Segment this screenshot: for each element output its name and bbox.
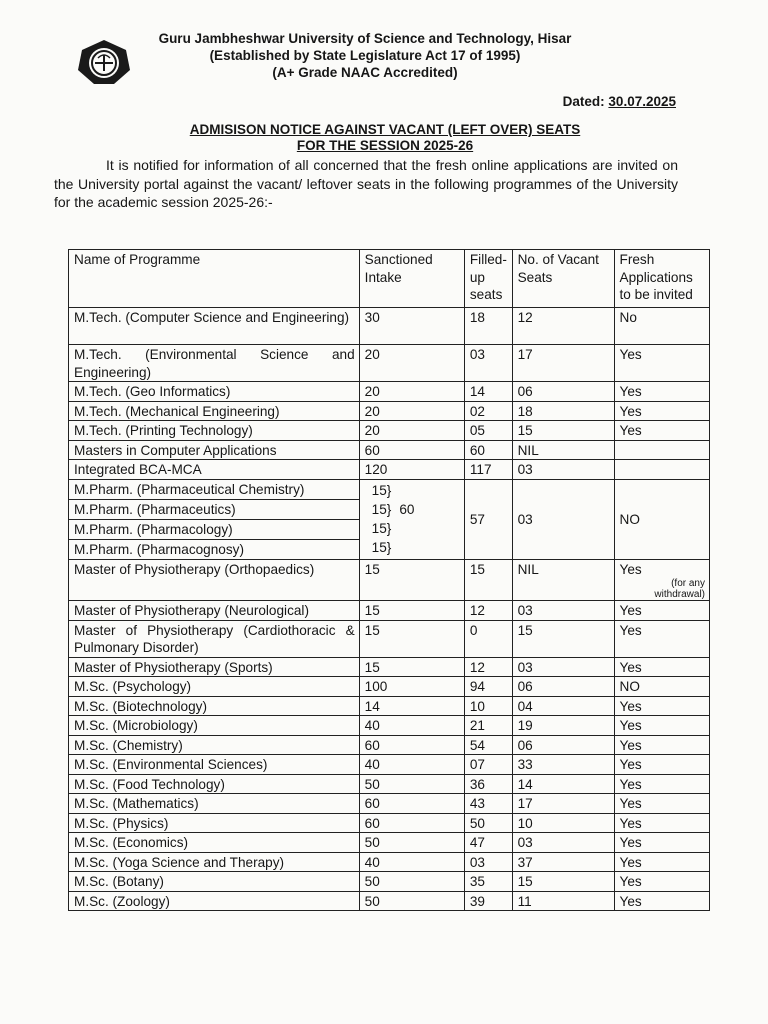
cell-intake: 15 xyxy=(359,620,464,657)
cell-vacant: 10 xyxy=(512,813,614,833)
cell-programme: M.Sc. (Microbiology) xyxy=(69,716,360,736)
cell-fresh: Yes xyxy=(614,774,709,794)
cell-filled: 03 xyxy=(464,345,512,382)
mpharm-intake: 15} xyxy=(371,520,392,536)
cell-filled: 43 xyxy=(464,794,512,814)
cell-vacant: 06 xyxy=(512,382,614,402)
cell-fresh: Yes xyxy=(614,421,709,441)
mpharm-programme: M.Pharm. (Pharmacognosy) xyxy=(74,541,244,557)
cell-filled: 12 xyxy=(464,601,512,621)
cell-filled: 35 xyxy=(464,872,512,892)
cell-vacant: 37 xyxy=(512,852,614,872)
cell-programme: M.Sc. (Psychology) xyxy=(69,677,360,697)
cell-fresh: Yes xyxy=(614,657,709,677)
cell-vacant: 06 xyxy=(512,677,614,697)
cell-intake: 120 xyxy=(359,460,464,480)
cell-programme: Integrated BCA-MCA xyxy=(69,460,360,480)
university-name: Guru Jambheshwar University of Science and Technology, Hisar xyxy=(158,31,572,46)
cell-programme: Master of Physiotherapy (Neurological) xyxy=(69,601,360,621)
cell-fresh: Yes xyxy=(614,620,709,657)
mpharm-vacant: 03 xyxy=(512,479,614,559)
table-body-b xyxy=(69,601,710,911)
cell-fresh: Yes xyxy=(614,794,709,814)
cell-filled: 50 xyxy=(464,813,512,833)
cell-vacant: 15 xyxy=(512,421,614,441)
cell-fresh xyxy=(614,460,709,480)
cell-filled: 54 xyxy=(464,735,512,755)
cell-intake: 50 xyxy=(359,774,464,794)
table-row xyxy=(69,813,710,833)
dated-line xyxy=(563,94,676,109)
notice-title-line2: FOR THE SESSION 2025-26 xyxy=(296,138,474,153)
table-row xyxy=(69,382,710,402)
cell-intake: 30 xyxy=(359,308,464,345)
table-row xyxy=(69,308,710,345)
dated-label: Dated: xyxy=(562,94,605,109)
cell-filled: 0 xyxy=(464,620,512,657)
cell-programme: M.Sc. (Biotechnology) xyxy=(69,696,360,716)
table-row xyxy=(69,852,710,872)
cell-programme: M.Sc. (Botany) xyxy=(69,872,360,892)
cell-filled: 10 xyxy=(464,696,512,716)
cell-vacant: 15 xyxy=(512,620,614,657)
cell-fresh: Yes xyxy=(614,735,709,755)
table-body-mpharm xyxy=(69,479,710,601)
cell-intake: 60 xyxy=(359,735,464,755)
cell-programme: M.Sc. (Environmental Sciences) xyxy=(69,755,360,775)
notice-intro xyxy=(54,156,678,212)
cell-filled: 21 xyxy=(464,716,512,736)
cell-programme: Master of Physiotherapy (Sports) xyxy=(69,657,360,677)
cell-intake: 50 xyxy=(359,872,464,892)
table-row xyxy=(69,620,710,657)
cell-intake: 15 xyxy=(359,657,464,677)
table-row xyxy=(69,774,710,794)
header-vacant: No. of Vacant Seats xyxy=(512,250,614,308)
table-row xyxy=(69,440,710,460)
cell-fresh: Yes xyxy=(614,401,709,421)
cell-filled: 05 xyxy=(464,421,512,441)
notice-title-line1: ADMISISON NOTICE AGAINST VACANT (LEFT OVER) SEATS xyxy=(189,122,581,137)
cell-fresh: Yes xyxy=(614,696,709,716)
cell-filled: 36 xyxy=(464,774,512,794)
cell-vacant: 12 xyxy=(512,308,614,345)
header-programme: Name of Programme xyxy=(69,250,360,308)
cell-intake: 60 xyxy=(359,794,464,814)
dated-value: 30.07.2025 xyxy=(608,94,676,109)
cell-fresh: Yes xyxy=(614,872,709,892)
table-row xyxy=(69,735,710,755)
cell-vacant: 17 xyxy=(512,794,614,814)
vacant-seats-table xyxy=(68,249,710,911)
cell-vacant: 15 xyxy=(512,872,614,892)
cell-vacant: 18 xyxy=(512,401,614,421)
cell-programme: M.Tech. (Printing Technology) xyxy=(69,421,360,441)
cell-programme: M.Sc. (Food Technology) xyxy=(69,774,360,794)
cell-programme: M.Sc. (Economics) xyxy=(69,833,360,853)
cell-vacant: 03 xyxy=(512,657,614,677)
cell-vacant: 06 xyxy=(512,735,614,755)
ortho-fresh-note: (for any withdrawal) xyxy=(654,578,705,600)
table-row xyxy=(69,755,710,775)
cell-programme: M.Sc. (Zoology) xyxy=(69,891,360,911)
table-row xyxy=(69,696,710,716)
cell-filled: 94 xyxy=(464,677,512,697)
table-row xyxy=(69,833,710,853)
cell-intake: 20 xyxy=(359,382,464,402)
table-body-a xyxy=(69,308,710,480)
cell-fresh: Yes xyxy=(614,833,709,853)
ortho-programme: Master of Physiotherapy (Orthopaedics) xyxy=(69,559,360,601)
cell-programme: M.Tech. (Environmental Science and Engineering) xyxy=(69,345,360,382)
notice-intro-text: It is notified for information of all concerned that the fresh online applications are invited on the University portal against the vacant/ leftover seats in the following programmes of the University for the academic session 2025-26:- xyxy=(54,157,678,210)
cell-filled: 117 xyxy=(464,460,512,480)
cell-intake: 100 xyxy=(359,677,464,697)
cell-programme: M.Tech. (Geo Informatics) xyxy=(69,382,360,402)
cell-programme: M.Tech. (Mechanical Engineering) xyxy=(69,401,360,421)
cell-vacant: 03 xyxy=(512,460,614,480)
mpharm-intake: 15} xyxy=(371,539,392,555)
cell-filled: 03 xyxy=(464,852,512,872)
table-row xyxy=(69,345,710,382)
cell-vacant: 19 xyxy=(512,716,614,736)
cell-programme: M.Tech. (Computer Science and Engineering) xyxy=(69,308,360,345)
accreditation-line: (A+ Grade NAAC Accredited) xyxy=(272,65,458,80)
cell-vacant: NIL xyxy=(512,440,614,460)
mpharm-intake: 15} xyxy=(371,501,392,517)
table-header-row xyxy=(69,250,710,308)
cell-filled: 47 xyxy=(464,833,512,853)
table-row xyxy=(69,657,710,677)
cell-intake: 20 xyxy=(359,345,464,382)
cell-intake: 40 xyxy=(359,852,464,872)
letterhead xyxy=(150,30,580,81)
cell-fresh: No xyxy=(614,308,709,345)
ortho-fresh: Yes xyxy=(619,561,642,577)
mpharm-total-intake: 60 xyxy=(399,501,415,517)
mpharm-intake: 15} xyxy=(371,482,392,498)
ortho-vacant: NIL xyxy=(512,559,614,601)
ortho-filled: 15 xyxy=(464,559,512,601)
table-row xyxy=(69,794,710,814)
mpharm-programme: M.Pharm. (Pharmacology) xyxy=(69,520,359,540)
cell-intake: 20 xyxy=(359,401,464,421)
table-row-ortho xyxy=(69,559,710,601)
cell-fresh: Yes xyxy=(614,716,709,736)
cell-fresh xyxy=(614,440,709,460)
cell-intake: 50 xyxy=(359,891,464,911)
cell-filled: 39 xyxy=(464,891,512,911)
mpharm-programme: M.Pharm. (Pharmaceutical Chemistry) xyxy=(69,480,359,500)
cell-filled: 18 xyxy=(464,308,512,345)
table-row xyxy=(69,460,710,480)
cell-vacant: 14 xyxy=(512,774,614,794)
cell-programme: M.Sc. (Physics) xyxy=(69,813,360,833)
mpharm-intake-cell xyxy=(359,479,464,559)
table-row-mpharm xyxy=(69,479,710,559)
cell-intake: 20 xyxy=(359,421,464,441)
mpharm-filled: 57 xyxy=(464,479,512,559)
cell-intake: 60 xyxy=(359,440,464,460)
header-filled: Filled-up seats xyxy=(464,250,512,308)
cell-fresh: Yes xyxy=(614,345,709,382)
cell-intake: 50 xyxy=(359,833,464,853)
ortho-intake: 15 xyxy=(359,559,464,601)
header-fresh: Fresh Applications to be invited xyxy=(614,250,709,308)
mpharm-programme: M.Pharm. (Pharmaceutics) xyxy=(69,500,359,520)
cell-fresh: Yes xyxy=(614,891,709,911)
cell-filled: 07 xyxy=(464,755,512,775)
cell-filled: 12 xyxy=(464,657,512,677)
cell-vacant: 03 xyxy=(512,601,614,621)
cell-vacant: 03 xyxy=(512,833,614,853)
cell-programme: M.Sc. (Chemistry) xyxy=(69,735,360,755)
cell-vacant: 33 xyxy=(512,755,614,775)
cell-fresh: Yes xyxy=(614,852,709,872)
cell-fresh: Yes xyxy=(614,755,709,775)
cell-vacant: 04 xyxy=(512,696,614,716)
cell-filled: 02 xyxy=(464,401,512,421)
cell-programme: Master of Physiotherapy (Cardiothoracic & Pulmonary Disorder) xyxy=(69,620,360,657)
cell-vacant: 11 xyxy=(512,891,614,911)
cell-intake: 40 xyxy=(359,755,464,775)
cell-filled: 14 xyxy=(464,382,512,402)
cell-programme: M.Sc. (Yoga Science and Therapy) xyxy=(69,852,360,872)
table-row xyxy=(69,601,710,621)
university-seal xyxy=(76,38,132,86)
cell-fresh: Yes xyxy=(614,382,709,402)
mpharm-fresh: NO xyxy=(614,479,709,559)
cell-intake: 40 xyxy=(359,716,464,736)
table-row xyxy=(69,677,710,697)
table-row xyxy=(69,401,710,421)
cell-intake: 15 xyxy=(359,601,464,621)
table-row xyxy=(69,716,710,736)
header-intake: Sanctioned Intake xyxy=(359,250,464,308)
ortho-fresh-cell xyxy=(614,559,709,601)
notice-title xyxy=(140,122,630,154)
table-row xyxy=(69,421,710,441)
cell-vacant: 17 xyxy=(512,345,614,382)
establishment-line: (Established by State Legislature Act 17 of 1995) xyxy=(209,48,521,63)
cell-programme: M.Sc. (Mathematics) xyxy=(69,794,360,814)
cell-programme: Masters in Computer Applications xyxy=(69,440,360,460)
cell-fresh: Yes xyxy=(614,813,709,833)
mpharm-programmes-cell xyxy=(69,479,360,559)
cell-filled: 60 xyxy=(464,440,512,460)
cell-fresh: NO xyxy=(614,677,709,697)
table-row xyxy=(69,891,710,911)
table-row xyxy=(69,872,710,892)
cell-intake: 60 xyxy=(359,813,464,833)
cell-intake: 14 xyxy=(359,696,464,716)
cell-fresh: Yes xyxy=(614,601,709,621)
